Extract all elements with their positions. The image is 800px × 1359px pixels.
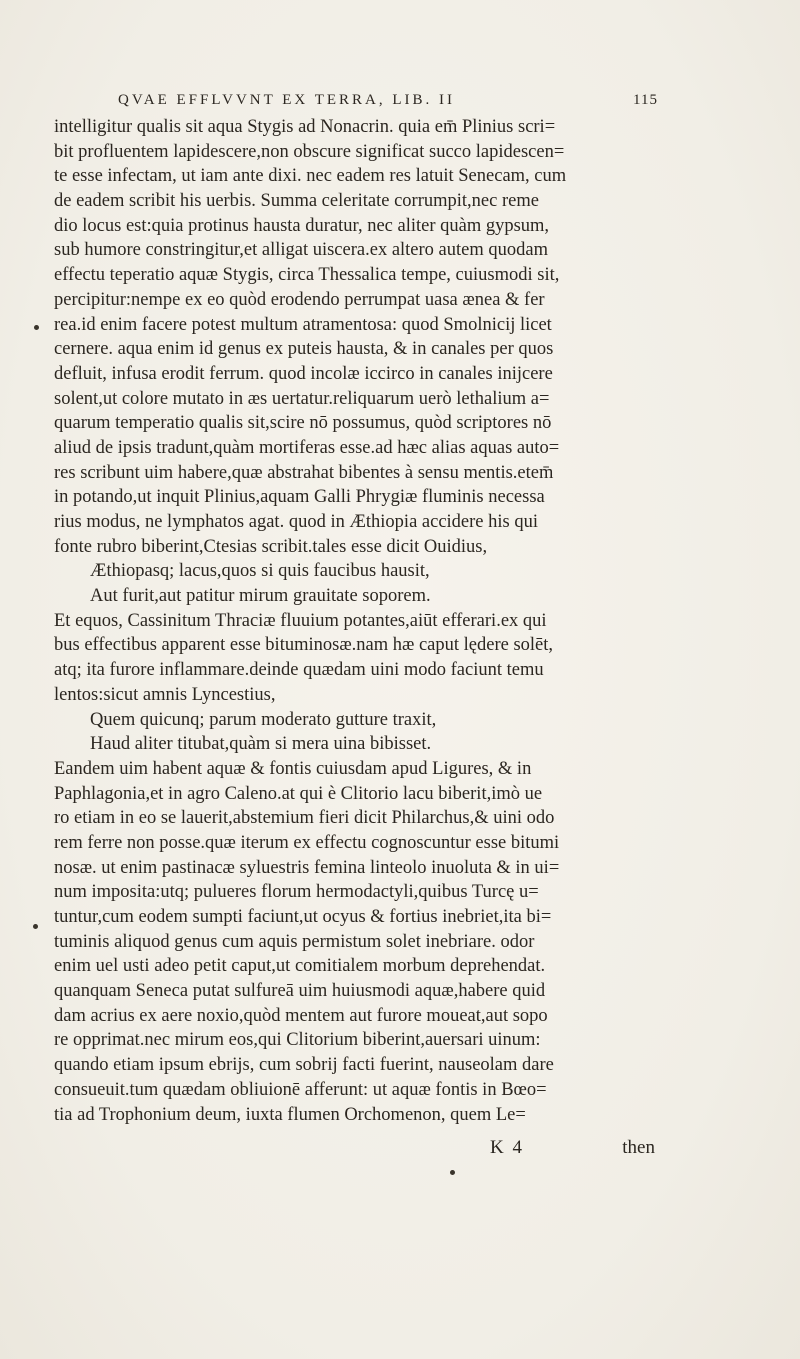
text-line: quanquam Seneca putat sulfureā uim huiusmodi aquæ,habere quid	[54, 981, 546, 1002]
text-line: defluit, infusa erodit ferrum. quod incolæ iccirco in canales inijcere	[54, 363, 553, 384]
text-line: Paphlagonia,et in agro Caleno.at qui è Clitorio lacu biberit,imò ue	[54, 783, 543, 804]
text-line: nosæ. ut enim pastinacæ syluestris femina linteolo inuoluta & in ui=	[54, 857, 560, 878]
text-line: in potando,ut inquit Plinius,aquam Galli Phrygiæ fluminis necessa	[54, 487, 545, 508]
text-line: tuminis aliquod genus cum aquis permistum solet inebriare. odor	[54, 931, 535, 952]
text-line: consueuit.tum quædam obliuionē afferunt: ut aquæ fontis in Bœo=	[54, 1079, 547, 1100]
text-line: bit profluentem lapidescere,non obscure significat succo lapidescen=	[54, 141, 565, 162]
text-line: tia ad Trophonium deum, iuxta flumen Orchomenon, quem Le=	[54, 1104, 526, 1125]
text-line: tuntur,cum eodem sumpti faciunt,ut ocyus & fortius inebriet,ita bi=	[54, 907, 552, 927]
margin-dot-mark	[450, 1170, 455, 1175]
signature-mark: K 4	[490, 1137, 524, 1158]
text-line: dam acrius ex aere noxio,quòd mentem aut furore moueat,aut sopo	[54, 1005, 548, 1026]
margin-dot-mark	[33, 924, 38, 929]
text-line: enim uel usti adeo petit caput,ut comitialem morbum deprehendat.	[54, 956, 546, 977]
text-line: effectu teperatio aquæ Stygis, circa Thessalica tempe, cuiusmodi sit,	[54, 265, 560, 286]
margin-dot-mark	[34, 325, 39, 330]
text-line: sub humore constringitur,et alligat uiscera.ex altero autem quodam	[54, 240, 548, 261]
text-line: cernere. aqua enim id genus ex puteis hausta, & in canales per quos	[54, 339, 554, 360]
text-line: Et equos, Cassinitum Thraciæ fluuium potantes,aiūt efferari.ex qui	[54, 610, 547, 631]
verse-line: Haud aliter titubat,quàm si mera uina bibisset.	[90, 734, 432, 755]
page-footer	[490, 1137, 655, 1163]
text-line: fonte rubro biberint,Ctesias scribit.tales esse dicit Ouidius,	[54, 536, 488, 557]
catchword: then	[622, 1137, 655, 1158]
text-line: aliud de ipsis tradunt,quàm mortiferas esse.ad hæc alias aquas auto=	[54, 437, 560, 458]
text-line: intelligitur qualis sit aqua Stygis ad Nonacrin. quia em̄ Plinius scri=	[54, 117, 556, 137]
text-line: de eadem scribit his uerbis. Summa celeritate corrumpit,nec reme	[54, 191, 539, 212]
verse-line: Quem quicunq; parum moderato gutture traxit,	[90, 709, 437, 730]
text-line: quando etiam ipsum ebrijs, cum sobrij facti fuerint, nauseolam dare	[54, 1055, 554, 1076]
text-line: rem ferre non posse.quæ iterum ex effectu cognoscuntur esse bitumi	[54, 832, 560, 853]
text-line: lentos:sicut amnis Lyncestius,	[54, 684, 276, 705]
text-line: Eandem uim habent aquæ & fontis cuiusdam apud Ligures, & in	[54, 758, 532, 779]
text-line: bus effectibus apparent esse bituminosæ.nam hæ caput lędere solēt,	[54, 635, 554, 656]
text-line: res scribunt uim habere,quæ abstrahat bibentes à sensu mentis.etem̄	[54, 462, 554, 483]
text-line: solent,ut colore mutato in æs uertatur.reliquarum uerò lethalium a=	[54, 388, 550, 409]
main-text-block	[54, 115, 654, 1127]
text-line: percipitur:nempe ex eo quòd erodendo perrumpat uasa ænea & fer	[54, 289, 545, 310]
text-line: num imposita:utq; pulueres florum hermodactyli,quibus Turcę u=	[54, 882, 539, 903]
verse-line: Aut furit,aut patitur mirum grauitate soporem.	[90, 586, 431, 607]
folio-number: 115	[633, 92, 658, 108]
text-line: te esse infectam, ut iam ante dixi. nec eadem res latuit Senecam, cum	[54, 166, 567, 187]
text-line: dio locus est:quia protinus hausta duratur, nec aliter quàm gypsum,	[54, 215, 550, 236]
text-line: ro etiam in eo se lauerit,abstemium fieri dicit Philarchus,& uini odo	[54, 808, 555, 829]
text-line: rea.id enim facere potest multum atramentosa: quod Smolnicij licet	[54, 314, 552, 335]
running-title: QVAE EFFLVVNT EX TERRA, LIB. II	[118, 92, 456, 108]
text-line: atq; ita furore inflammare.deinde quædam uini modo faciunt temu	[54, 660, 544, 681]
text-line: rius modus, ne lymphatos agat. quod in Æthiopia accidere his qui	[54, 512, 538, 532]
page-header	[118, 92, 658, 114]
text-line: re opprimat.nec mirum eos,qui Clitorium biberint,auersari uinum:	[54, 1030, 541, 1051]
verse-line: Æthiopasq; lacus,quos si quis faucibus hausit,	[90, 561, 430, 582]
text-line: quarum temperatio qualis sit,scire nō possumus, quòd scriptores nō	[54, 413, 552, 434]
